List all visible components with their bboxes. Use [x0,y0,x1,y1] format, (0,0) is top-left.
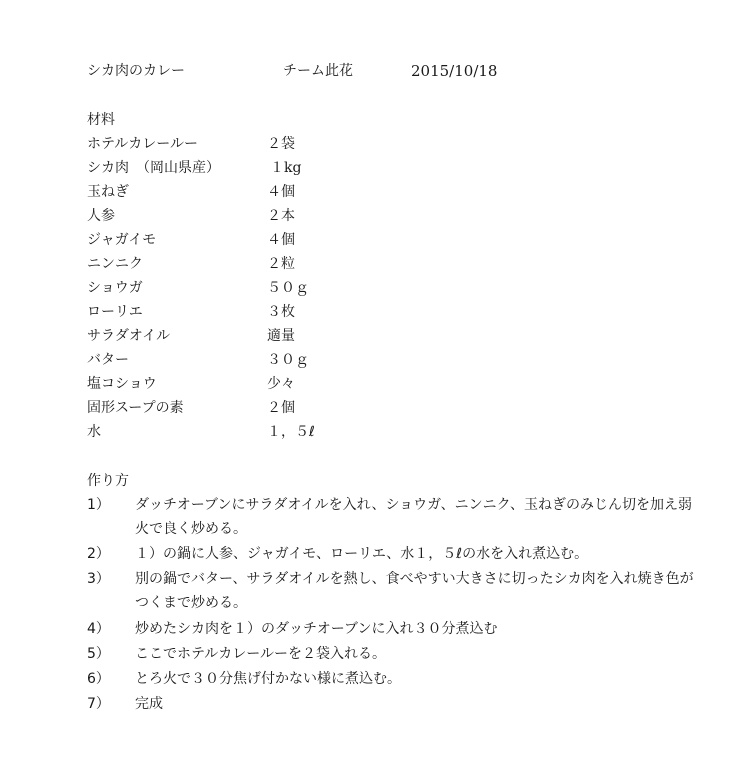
ingredient-name: ショウガ [87,280,143,296]
ingredient-name: 塩コショウ [87,376,157,392]
ingredient-name: シカ肉 （岡山県産） [87,160,220,176]
ingredient-amount: ２本 [267,208,295,224]
step-text: 別の鍋でバター、サラダオイルを熱し、食べやすい大きさに切ったシカ肉を入れ焼き色がつくまで炒める。 [135,571,694,611]
ingredient-name: ニンニク [87,256,143,272]
step-text: 炒めたシカ肉を１）のダッチオーブンに入れ３０分煮込む [135,621,498,637]
method-heading: 作り方 [87,473,129,489]
ingredient-amount: ４個 [267,184,295,200]
step-text: とろ火で３０分焦げ付かない様に煮込む。 [135,671,401,687]
ingredient-amount: 適量 [267,328,295,344]
ingredient-amount: ２個 [267,400,295,416]
ingredient-name: サラダオイル [87,328,171,344]
step-number: 6） [87,671,110,687]
ingredient-name: 玉ねぎ [87,184,129,200]
ingredient-amount: ５０ｇ [267,280,309,296]
ingredient-name: 水 [87,424,101,440]
ingredient-amount: ３０ｇ [267,352,309,368]
ingredient-name: 固形スープの素 [87,400,184,416]
step-number: 2） [87,546,110,562]
team-name: チーム此花 [283,63,353,79]
step-text: 完成 [135,696,163,712]
ingredients-heading: 材料 [87,112,115,128]
ingredient-name: 人参 [87,208,115,224]
step-number: 1） [87,497,110,513]
ingredient-amount: １，５ℓ [267,424,315,440]
ingredient-amount: 少々 [267,376,295,392]
step-number: 4） [87,621,110,637]
recipe-date: 2015/10/18 [411,62,498,80]
step-text: ここでホテルカレールーを２袋入れる。 [135,646,387,662]
ingredient-amount: ２袋 [267,136,295,152]
step-number: 3） [87,571,110,587]
step-text: １）の鍋に人参、ジャガイモ、ローリエ、水１，５ℓの水を入れ煮込む。 [135,546,589,562]
ingredient-amount: ３枚 [267,304,295,320]
ingredient-amount: １kg [270,160,302,176]
ingredient-name: ローリエ [87,304,143,320]
ingredient-amount: ４個 [267,232,295,248]
ingredient-name: ジャガイモ [87,232,157,248]
step-number: 7） [87,696,110,712]
step-number: 5） [87,646,110,662]
recipe-title: シカ肉のカレー [87,63,185,79]
ingredient-name: バター [87,352,129,368]
ingredient-amount: ２粒 [267,256,295,272]
step-text: ダッチオーブンにサラダオイルを入れ、ショウガ、ニンニク、玉ねぎのみじん切を加え弱火で良く炒める。 [135,497,693,537]
ingredient-name: ホテルカレールー [87,136,199,152]
